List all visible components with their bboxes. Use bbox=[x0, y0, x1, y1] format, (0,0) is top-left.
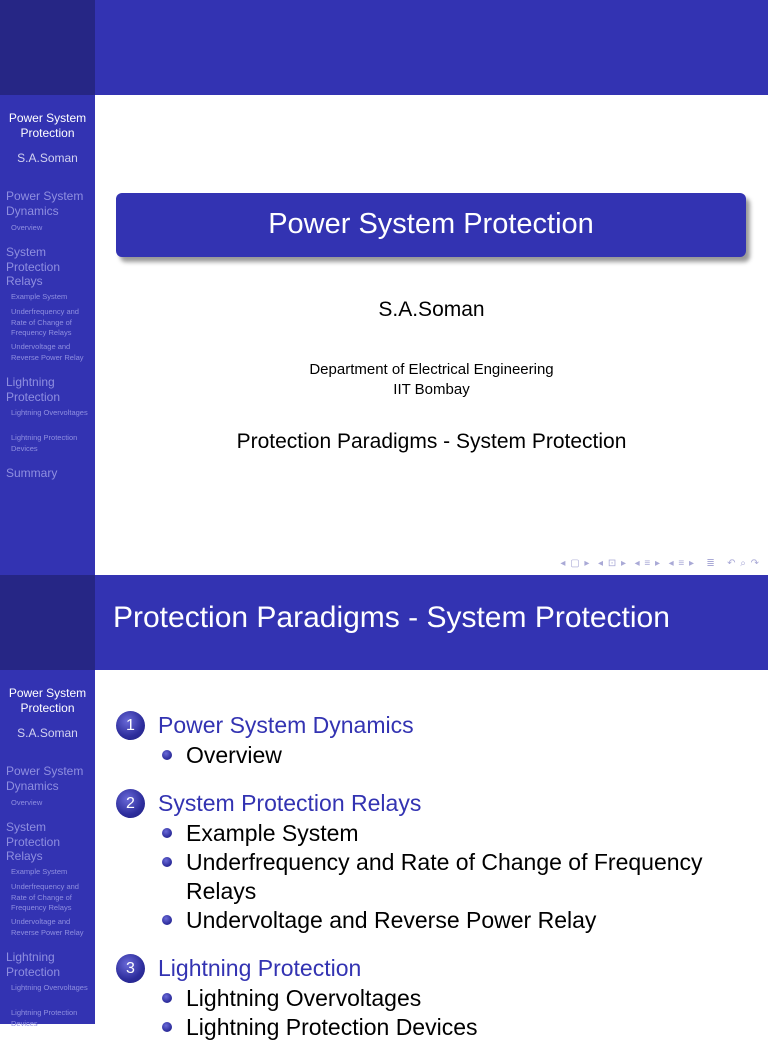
toc-section-system-protection-relays[interactable]: System Protection Relays bbox=[158, 790, 422, 816]
toc-item-lightning-protection-devices[interactable]: Lightning Protection Devices bbox=[186, 1014, 478, 1040]
sidebar-item-power-system-dynamics[interactable]: Power System Dynamics bbox=[6, 189, 84, 218]
presentation-author: S.A.Soman bbox=[378, 298, 485, 321]
sidebar-title[interactable]: Power System Protection bbox=[8, 686, 87, 715]
bullet-icon bbox=[162, 750, 172, 760]
frame-title: Protection Paradigms - System Protection bbox=[113, 601, 670, 634]
toc-item-underfrequency-continued[interactable]: Relays bbox=[186, 878, 257, 904]
nav-frame-icon[interactable]: ◂ ▢ ▸ bbox=[560, 558, 591, 569]
sidebar-subitem-lightning-overvoltages[interactable]: Lightning Overvoltages bbox=[11, 408, 88, 417]
sidebar-title[interactable]: Power System Protection bbox=[8, 111, 87, 140]
nav-subsection-list-icon[interactable]: ◂ ≡ ▸ bbox=[668, 558, 695, 569]
toc-section-power-system-dynamics[interactable]: Power System Dynamics bbox=[158, 712, 414, 738]
navigation-symbols bbox=[560, 558, 760, 569]
section-number-badge: 3 bbox=[116, 954, 145, 983]
header-bar bbox=[95, 0, 768, 95]
sidebar-item-lightning-protection[interactable]: Lightning Protection bbox=[6, 375, 61, 404]
toc-section-lightning-protection[interactable]: Lightning Protection bbox=[158, 955, 362, 981]
sidebar-subitem-underfrequency[interactable]: Underfrequency and Rate of Change of Frequency Relays bbox=[11, 882, 79, 912]
sidebar-subitem-underfrequency[interactable]: Underfrequency and Rate of Change of Frequency Relays bbox=[11, 307, 79, 337]
toc-item-undervoltage[interactable]: Undervoltage and Reverse Power Relay bbox=[186, 907, 597, 933]
sidebar-author: S.A.Soman bbox=[17, 151, 78, 165]
nav-document-icon[interactable]: ≣ bbox=[706, 558, 716, 569]
institute: IIT Bombay bbox=[393, 381, 470, 398]
sidebar-header-block bbox=[0, 0, 95, 95]
toc-item-overview[interactable]: Overview bbox=[186, 742, 282, 768]
sidebar-subitem-example-system[interactable]: Example System bbox=[11, 867, 68, 876]
bullet-icon bbox=[162, 828, 172, 838]
sidebar-item-system-protection-relays[interactable]: System Protection Relays bbox=[6, 245, 61, 288]
toc-item-lightning-overvoltages[interactable]: Lightning Overvoltages bbox=[186, 985, 422, 1011]
toc-item-example-system[interactable]: Example System bbox=[186, 820, 359, 846]
sidebar-item-system-protection-relays[interactable]: System Protection Relays bbox=[6, 820, 61, 863]
sidebar bbox=[0, 575, 95, 1028]
sidebar-subitem-overview[interactable]: Overview bbox=[11, 223, 43, 232]
sidebar-author: S.A.Soman bbox=[17, 726, 78, 740]
sidebar-header-block bbox=[0, 575, 95, 670]
sidebar-subitem-overview[interactable]: Overview bbox=[11, 798, 43, 807]
bullet-icon bbox=[162, 857, 172, 867]
toc-item-underfrequency[interactable]: Underfrequency and Rate of Change of Frequency bbox=[186, 849, 703, 875]
sidebar-subitem-lightning-protection-devices[interactable]: Lightning Protection Devices bbox=[11, 1008, 78, 1028]
bullet-icon bbox=[162, 915, 172, 925]
section-number-badge: 1 bbox=[116, 711, 145, 740]
nav-section-icon[interactable]: ◂ ≡ ▸ bbox=[634, 558, 661, 569]
title-block bbox=[116, 193, 746, 257]
sidebar-subitem-example-system[interactable]: Example System bbox=[11, 292, 68, 301]
sidebar bbox=[0, 0, 95, 575]
nav-subsection-icon[interactable]: ◂ ⊡ ▸ bbox=[598, 558, 627, 569]
sidebar-subitem-lightning-overvoltages[interactable]: Lightning Overvoltages bbox=[11, 983, 88, 992]
bullet-icon bbox=[162, 993, 172, 1003]
outline-slide bbox=[0, 575, 768, 1040]
sidebar-subitem-undervoltage[interactable]: Undervoltage and Reverse Power Relay bbox=[11, 917, 84, 937]
nav-search-icon[interactable]: ↶ ⌕ ↷ bbox=[727, 558, 760, 569]
section-number-badge: 2 bbox=[116, 789, 145, 818]
presentation-subtitle: Protection Paradigms - System Protection bbox=[236, 430, 627, 453]
sidebar-subitem-lightning-protection-devices[interactable]: Lightning Protection Devices bbox=[11, 433, 78, 453]
sidebar-item-lightning-protection[interactable]: Lightning Protection bbox=[6, 950, 61, 979]
sidebar-item-summary[interactable]: Summary bbox=[6, 466, 58, 480]
bullet-icon bbox=[162, 1022, 172, 1032]
sidebar-subitem-undervoltage[interactable]: Undervoltage and Reverse Power Relay bbox=[11, 342, 84, 362]
sidebar-item-power-system-dynamics[interactable]: Power System Dynamics bbox=[6, 764, 84, 793]
department: Department of Electrical Engineering bbox=[309, 361, 554, 378]
presentation-title: Power System Protection bbox=[268, 208, 594, 240]
